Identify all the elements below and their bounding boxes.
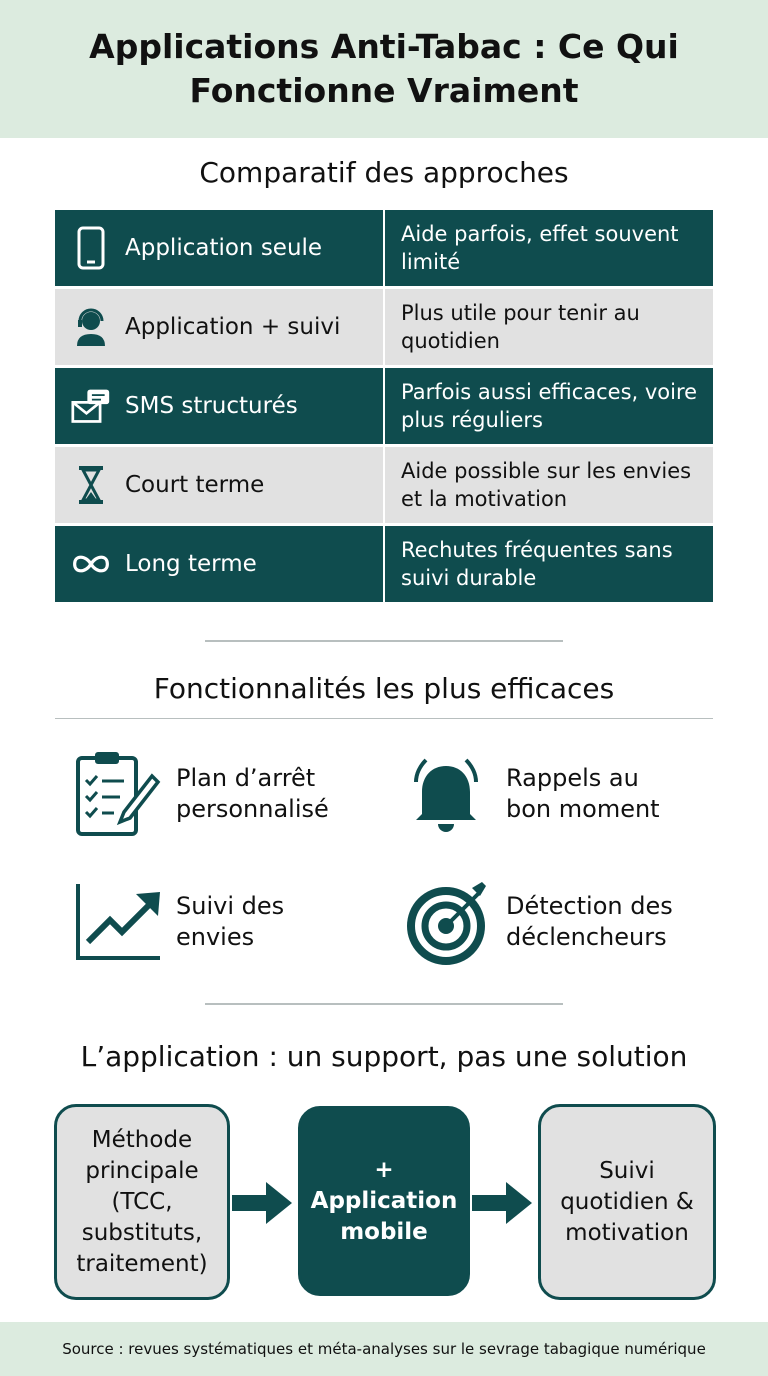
features-heading: Fonctionnalités les plus efficaces	[153, 672, 615, 705]
approach-label: SMS structurés	[125, 393, 298, 419]
hourglass-icon	[71, 463, 111, 507]
flow-step-text: substituts,	[81, 1219, 203, 1246]
flow-step-text: Méthode	[91, 1126, 193, 1153]
feature-label: Plan d’arrêt	[176, 764, 316, 792]
heading-underline	[55, 718, 713, 719]
arrow-right-icon	[472, 1180, 536, 1226]
approach-label: Court terme	[125, 472, 265, 498]
page-title: Applications Anti-Tabac : Ce Qui Fonctionne Vraiment	[89, 27, 679, 110]
feature-item	[70, 748, 329, 840]
flow-heading: L’application : un support, pas une solution	[80, 1040, 688, 1073]
approach-label: Long terme	[125, 551, 257, 577]
table-row	[55, 368, 713, 447]
flow-step-text: principale	[85, 1157, 199, 1184]
feature-item	[70, 876, 284, 968]
feature-item	[400, 748, 660, 840]
flow-step-text: (TCC,	[111, 1188, 173, 1215]
smartphone-icon	[71, 226, 111, 270]
bell-icon	[400, 748, 492, 840]
table-row	[55, 210, 713, 289]
checklist-clipboard-icon	[70, 748, 162, 840]
source-footer	[0, 1322, 768, 1376]
effect-text: Plus utile pour tenir au quotidien	[385, 289, 713, 365]
target-icon	[400, 876, 492, 968]
feature-label: Suivi des	[176, 892, 285, 920]
approach-label: Application seule	[125, 235, 323, 261]
section-divider	[205, 640, 563, 642]
support-agent-icon	[71, 305, 111, 349]
flow-step-text: +	[374, 1156, 394, 1183]
effect-text: Parfois aussi efficaces, voire plus réguliers	[385, 368, 713, 444]
infinity-icon	[71, 542, 111, 586]
flow-step-text: mobile	[340, 1218, 428, 1245]
flow-step-text: Application	[310, 1187, 458, 1214]
approach-label: Application + suivi	[125, 314, 341, 340]
flow-step-method	[54, 1104, 230, 1300]
feature-label: personnalisé	[176, 795, 329, 823]
table-row	[55, 526, 713, 605]
flow-step-text: traitement)	[76, 1250, 208, 1277]
source-text: Source : revues systématiques et méta-analyses sur le sevrage tabagique numérique	[62, 1340, 706, 1358]
comparison-heading: Comparatif des approches	[199, 156, 569, 189]
flow-step-text: Suivi	[599, 1157, 655, 1184]
flow-step-text: motivation	[565, 1219, 689, 1246]
feature-label: envies	[176, 923, 255, 951]
section-divider	[205, 1003, 563, 1005]
arrow-right-icon	[232, 1180, 296, 1226]
effect-text: Aide parfois, effet souvent limité	[385, 210, 713, 286]
flow-step-followup	[538, 1104, 716, 1300]
table-row	[55, 447, 713, 526]
table-row	[55, 289, 713, 368]
sms-envelope-icon	[71, 384, 111, 428]
effect-text: Rechutes fréquentes sans suivi durable	[385, 526, 713, 602]
feature-label: déclencheurs	[506, 923, 667, 951]
feature-label: Détection des	[506, 892, 673, 920]
flow-step-app	[298, 1106, 470, 1296]
trend-chart-icon	[70, 876, 162, 968]
feature-label: bon moment	[506, 795, 660, 823]
effect-text: Aide possible sur les envies et la motivation	[385, 447, 713, 523]
feature-label: Rappels au	[506, 764, 639, 792]
flow-step-text: quotidien &	[560, 1188, 694, 1215]
header-banner	[0, 0, 768, 138]
comparison-table	[55, 210, 713, 605]
feature-item	[400, 876, 673, 968]
